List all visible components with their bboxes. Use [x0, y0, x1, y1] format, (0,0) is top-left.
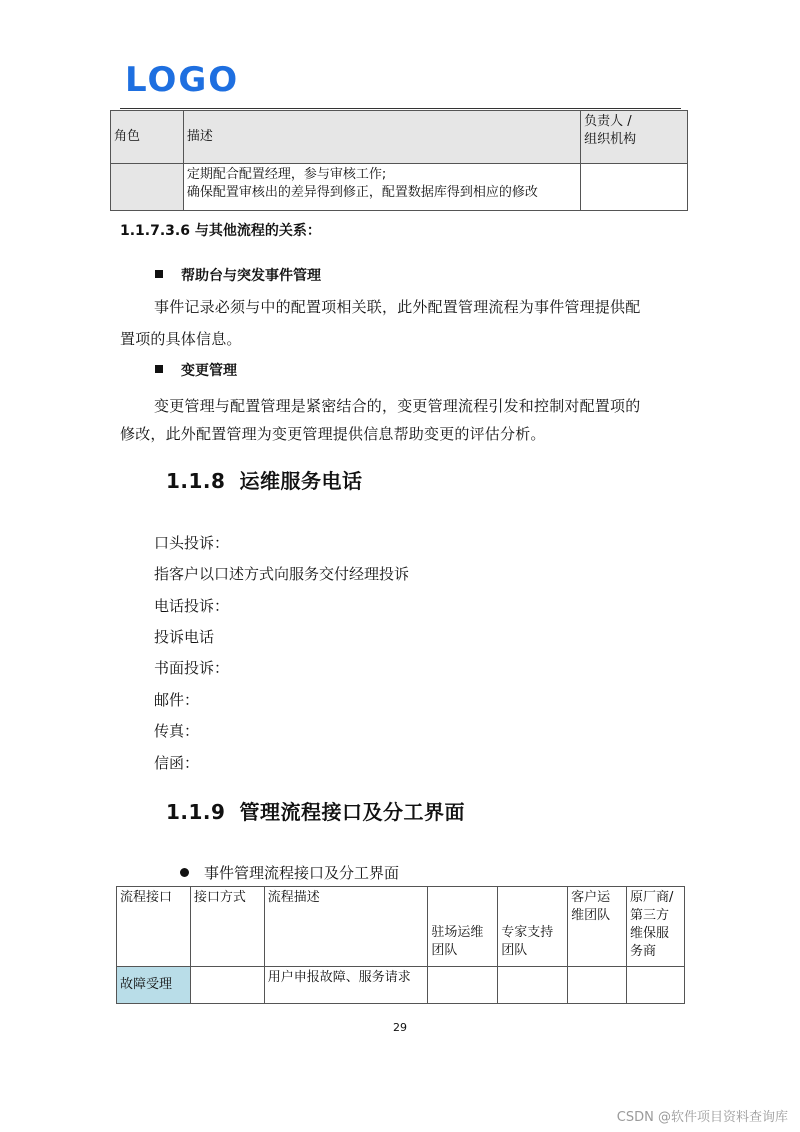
page-number: 29	[393, 1021, 407, 1034]
bullet-incident: 事件管理流程接口及分工界面	[180, 862, 399, 883]
heading-119: 1.1.9 管理流程接口及分工界面	[166, 800, 465, 824]
change-para-line2: 修改，此外配置管理为变更管理提供信息帮助变更的评估分析。	[120, 425, 546, 443]
cell-role	[111, 164, 184, 211]
helpdesk-para-line1: 事件记录必须与中的配置项相关联，此外配置管理流程为事件管理提供配	[154, 298, 641, 316]
header-interface-method: 接口方式	[190, 887, 264, 967]
header-onsite-team: 驻场运维团队	[428, 887, 498, 967]
square-bullet-icon	[155, 365, 163, 373]
watermark: CSDN @软件项目资料查询库	[616, 1110, 788, 1125]
phone-line: 书面投诉：	[154, 659, 230, 677]
header-rule	[120, 108, 681, 109]
square-bullet-icon	[155, 270, 163, 278]
bullet-helpdesk: 帮助台与突发事件管理	[155, 265, 321, 285]
header-role: 角色	[111, 111, 184, 164]
header-customer-team: 客户运维团队	[568, 887, 627, 967]
table-row	[117, 967, 685, 1004]
phone-line: 邮件：	[154, 691, 200, 709]
header-owner: 负责人 / 组织机构	[581, 111, 688, 164]
cell-customer-team	[568, 967, 627, 1004]
header-description: 描述	[183, 111, 580, 164]
header-vendor: 原厂商/第三方维保服务商	[627, 887, 685, 967]
bullet-change: 变更管理	[155, 360, 237, 380]
cell-interface-method	[190, 967, 264, 1004]
header-process-interface: 流程接口	[117, 887, 191, 967]
cell-fault-acceptance: 故障受理	[117, 967, 191, 1004]
cell-process-description: 用户申报故障、服务请求	[264, 967, 428, 1004]
cell-expert-team	[498, 967, 568, 1004]
cell-owner	[581, 164, 688, 211]
interface-table	[116, 886, 685, 1004]
change-para-line1: 变更管理与配置管理是紧密结合的，变更管理流程引发和控制对配置项的	[154, 397, 641, 415]
table-header-row	[117, 887, 685, 967]
table-header-row	[111, 111, 688, 164]
phone-line: 电话投诉：	[154, 597, 230, 615]
table-row	[111, 164, 688, 211]
roles-table	[110, 110, 688, 211]
section-heading-1173-6: 1.1.7.3.6 与其他流程的关系：	[120, 223, 321, 239]
phone-line: 投诉电话	[154, 628, 215, 646]
phone-line: 信函：	[154, 754, 200, 772]
header-process-description: 流程描述	[264, 887, 428, 967]
heading-118: 1.1.8 运维服务电话	[166, 469, 363, 493]
helpdesk-para-line2: 置项的具体信息。	[120, 330, 242, 348]
cell-vendor	[627, 967, 685, 1004]
logo: LOGO	[125, 60, 240, 100]
cell-description: 定期配合配置经理，参与审核工作; 确保配置审核出的差异得到修正，配置数据库得到相应的修改	[183, 164, 580, 211]
header-expert-team: 专家支持团队	[498, 887, 568, 967]
phone-line: 传真：	[154, 722, 200, 740]
cell-onsite-team	[428, 967, 498, 1004]
phone-line: 指客户以口述方式向服务交付经理投诉	[154, 565, 410, 583]
dot-bullet-icon	[180, 868, 189, 877]
phone-line: 口头投诉：	[154, 534, 230, 552]
